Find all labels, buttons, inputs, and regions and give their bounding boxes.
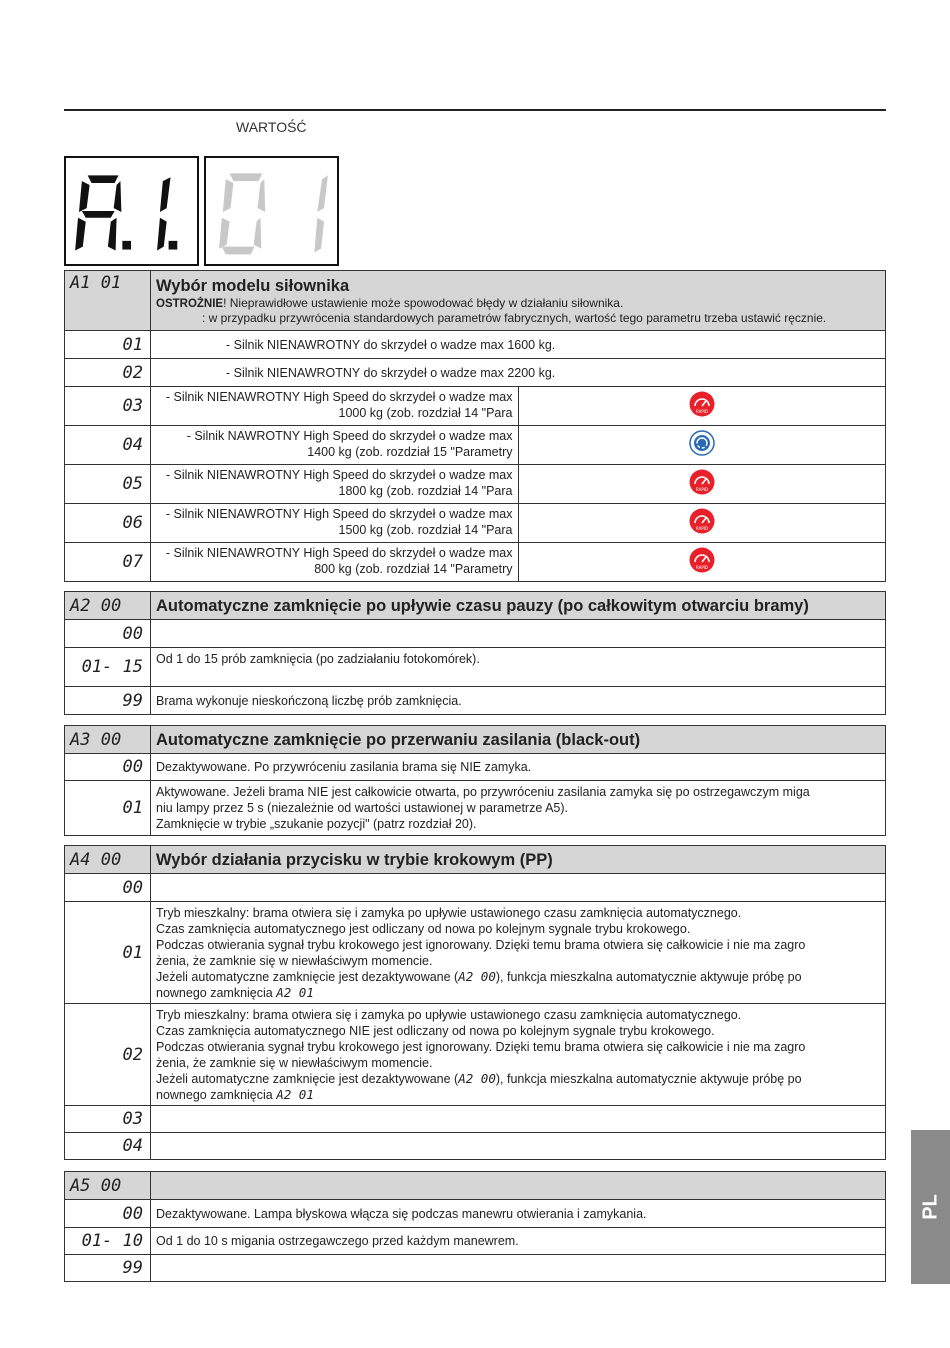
a2-table: [64, 591, 886, 715]
rapid-red-gauge-icon: [689, 391, 715, 417]
row-code: 03: [65, 387, 151, 426]
table-row: [65, 1106, 886, 1133]
rapid-label: RAPID: [695, 409, 708, 414]
row-text: Dezaktywowane. Lampa błyskowa włącza się podczas manewru otwierania i zamykania.: [151, 1200, 886, 1228]
table-row: [65, 620, 886, 648]
row-text-line: Podczas otwierania sygnał trybu krokowego jest ignorowany. Dzięki temu brama otwiera się całkowicie i nie ma zagro: [156, 1039, 806, 1054]
row-text-line: Czas zamknięcia automatycznego jest odliczany od nowa po kolejnym sygnale trybu krokowego.: [156, 921, 691, 936]
a2-code: A2 00: [65, 592, 151, 620]
row-code: 00: [65, 754, 151, 781]
table-row: [65, 1004, 886, 1106]
row-text-line: nownego zamknięcia A2 01: [156, 1086, 314, 1102]
parameter-display-digits: [66, 158, 197, 264]
row-text-line: Czas zamknięcia automatycznego NIE jest odliczany od nowa po kolejnym sygnale trybu krokowego.: [156, 1023, 715, 1038]
rapid-label: RAPID: [695, 526, 708, 531]
a4-title: Wybór działania przycisku w trybie krokowym (PP): [151, 846, 886, 874]
row-text-line: Tryb mieszkalny: brama otwiera się i zamyka po upływie ustawionego czasu zamknięcia automatycznego.: [156, 905, 742, 920]
row-text: [151, 874, 886, 902]
value-display-digits: [206, 158, 337, 264]
a2-title: Automatyczne zamknięcie po upływie czasu pauzy (po całkowitym otwarciu bramy): [151, 592, 886, 620]
row-code: 01: [65, 331, 151, 359]
row-code: 99: [65, 1255, 151, 1282]
a4-code: A4 00: [65, 846, 151, 874]
row-code: 06: [65, 504, 151, 543]
row-text: [151, 1133, 886, 1160]
row-text: [151, 1255, 886, 1282]
row-text-line: Aktywowane. Jeżeli brama NIE jest całkowicie otwarta, po przywróceniu zasilania zamyka się po ostrzegawczym miga: [156, 785, 810, 799]
rapid-label: RAPID: [695, 487, 708, 492]
table-row: [65, 1133, 886, 1160]
row-text: - Silnik NIENAWROTNY High Speed do skrzydeł o wadze max 800 kg (zob. rozdział 14 "Parametry: [151, 543, 519, 582]
a1-title: Wybór modelu siłownika: [156, 277, 350, 295]
row-text-line: żenia, że zamknie się w niewłaściwym momencie.: [156, 953, 433, 968]
table-row: [65, 543, 886, 582]
row-code: 00: [65, 620, 151, 648]
table-row: [65, 504, 886, 543]
row-code: 01: [65, 902, 151, 1004]
row-code: 02: [65, 1004, 151, 1106]
row-code: 00: [65, 874, 151, 902]
row-text-line: Zamknięcie w trybie „szukanie pozycji" (patrz rozdział 20).: [156, 817, 477, 831]
row-code: 01: [65, 781, 151, 836]
row-text: Dezaktywowane. Po przywróceniu zasilania brama się NIE zamyka.: [151, 754, 886, 781]
table-row: [65, 1255, 886, 1282]
row-text-line: Tryb mieszkalny: brama otwiera się i zamyka po upływie ustawionego czasu zamknięcia automatycznego.: [156, 1007, 742, 1022]
a1-code: A1 01: [65, 271, 151, 331]
table-row: [65, 902, 886, 1004]
table-row: [65, 359, 886, 387]
row-text: Od 1 do 10 s migania ostrzegawczego przed każdym manewrem.: [151, 1228, 886, 1255]
language-tab-label: PL: [919, 1194, 941, 1220]
rapid-red-gauge-icon: [689, 547, 715, 573]
a3-table: [64, 725, 886, 836]
value-header-label: WARTOŚĆ: [236, 119, 307, 135]
rapid-label: RAPID: [695, 565, 708, 570]
row-text: [151, 1106, 886, 1133]
table-row: [65, 465, 886, 504]
table-row: [65, 874, 886, 902]
table-row: [65, 754, 886, 781]
table-row: [65, 781, 886, 836]
a3-title: Automatyczne zamknięcie po przerwaniu zasilania (black-out): [151, 726, 886, 754]
row-code: 03: [65, 1106, 151, 1133]
row-text: - Silnik NIENAWROTNY do skrzydeł o wadze max 1600 kg.: [226, 337, 556, 352]
table-row: [65, 1228, 886, 1255]
row-code: 04: [65, 1133, 151, 1160]
row-text-line: niu lampy przez 5 s (niezależnie od wartości ustawionej w parametrze A5).: [156, 801, 568, 815]
a1-warning-bold: OSTROŻNIE: [156, 298, 224, 310]
value-display: [204, 156, 339, 266]
a1-table: [64, 270, 886, 582]
row-code: 05: [65, 465, 151, 504]
row-code: 00: [65, 1200, 151, 1228]
row-text: - Silnik NAWROTNY High Speed do skrzydeł o wadze max 1400 kg (zob. rozdział 15 "Parametry: [151, 426, 519, 465]
row-code: 02: [65, 359, 151, 387]
row-code: 04: [65, 426, 151, 465]
table-row: [65, 648, 886, 687]
row-text-line: Podczas otwierania sygnał trybu krokowego jest ignorowany. Dzięki temu brama otwiera się całkowicie i nie ma zagro: [156, 937, 806, 952]
row-text-line: Jeżeli automatyczne zamknięcie jest dezaktywowane (A2 00), funkcja mieszkalna automatycznie aktywuje próbę po: [156, 1070, 802, 1086]
a5-title: [151, 1172, 886, 1200]
row-code: 99: [65, 687, 151, 715]
table-row: [65, 331, 886, 359]
rapid-red-gauge-icon: [689, 508, 715, 534]
parameter-display: [64, 156, 199, 266]
row-text: - Silnik NIENAWROTNY High Speed do skrzydeł o wadze max 1500 kg (zob. rozdział 14 "Para: [151, 504, 519, 543]
table-row: [65, 426, 886, 465]
a5-table: [64, 1171, 886, 1282]
table-row: [65, 387, 886, 426]
a1-warning-text: ! Nieprawidłowe ustawienie może spowodować błędy w działaniu siłownika.: [223, 296, 624, 310]
a5-code: A5 00: [65, 1172, 151, 1200]
rapid-red-gauge-icon: [689, 469, 715, 495]
language-tab: [911, 1130, 950, 1284]
row-code: 07: [65, 543, 151, 582]
top-rule: [64, 109, 886, 111]
table-row: [65, 1200, 886, 1228]
row-text-line: nownego zamknięcia A2 01: [156, 984, 314, 1000]
row-text: Brama wykonuje nieskończoną liczbę prób zamknięcia.: [151, 687, 886, 715]
row-text: - Silnik NIENAWROTNY High Speed do skrzydeł o wadze max 1800 kg (zob. rozdział 14 "Para: [151, 465, 519, 504]
row-text-line: żenia, że zamknie się w niewłaściwym momencie.: [156, 1055, 433, 1070]
row-text: [151, 620, 886, 648]
row-code: 01- 10: [65, 1228, 151, 1255]
row-text: Od 1 do 15 prób zamknięcia (po zadziałaniu fotokomórek).: [151, 648, 886, 687]
row-code: 01- 15: [65, 648, 151, 687]
table-row: [65, 687, 886, 715]
row-text: - Silnik NIENAWROTNY High Speed do skrzydeł o wadze max 1000 kg (zob. rozdział 14 "Para: [151, 387, 519, 426]
rapid-blue-gauge-icon: [689, 430, 715, 456]
row-text-line: Jeżeli automatyczne zamknięcie jest dezaktywowane (A2 00), funkcja mieszkalna automatycznie aktywuje próbę po: [156, 968, 802, 984]
row-text: - Silnik NIENAWROTNY do skrzydeł o wadze max 2200 kg.: [226, 365, 556, 380]
a3-code: A3 00: [65, 726, 151, 754]
a4-table: [64, 845, 886, 1160]
a1-note: : w przypadku przywrócenia standardowych parametrów fabrycznych, wartość tego parametru trzeba ustawić ręcznie.: [202, 311, 827, 325]
